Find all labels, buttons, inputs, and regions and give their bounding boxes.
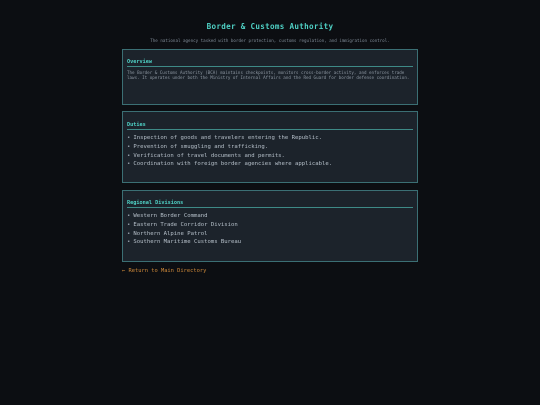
divisions-heading: Regional Divisions (127, 200, 413, 208)
overview-heading: Overview (127, 59, 413, 67)
overview-text: The Border & Customs Authority (BCA) maintains checkpoints, monitors cross-border activity, and enforces trade laws. It operates under both the Ministry of Internal Affairs and the Red Guard for border defense coordination. (127, 70, 410, 81)
page-title: Border & Customs Authority (206, 22, 334, 31)
list-item: • Eastern Trade Corridor Division (127, 221, 238, 228)
bullet-icon: • (127, 152, 131, 159)
overview-panel (122, 49, 418, 105)
bullet-icon: • (127, 221, 131, 228)
list-item: • Southern Maritime Customs Bureau (127, 239, 242, 246)
bullet-icon: • (127, 213, 131, 219)
bullet-icon: • (127, 230, 131, 237)
bullet-icon: • (127, 143, 131, 150)
divisions-list (127, 212, 413, 247)
divisions-panel (122, 190, 418, 262)
bullet-icon: • (127, 135, 131, 141)
page-content (122, 0, 418, 274)
list-item: • Inspection of goods and travelers entering the Republic. (127, 135, 322, 141)
list-item: • Verification of travel documents and permits. (127, 152, 285, 159)
return-to-directory-link[interactable]: ← Return to Main Directory (122, 268, 207, 274)
list-item: • Northern Alpine Patrol (127, 230, 208, 237)
bullet-icon: • (127, 161, 131, 168)
duties-list (127, 134, 413, 169)
list-item: • Prevention of smuggling and trafficking. (127, 143, 269, 150)
list-item: • Western Border Command (127, 213, 208, 219)
page-subtitle: The national agency tasked with border protection, customs regulation, and immigration control. (150, 38, 390, 43)
duties-heading: Duties (127, 122, 413, 130)
duties-panel (122, 111, 418, 183)
list-item: • Coordination with foreign border agencies where applicable. (127, 161, 333, 168)
bullet-icon: • (127, 239, 131, 246)
